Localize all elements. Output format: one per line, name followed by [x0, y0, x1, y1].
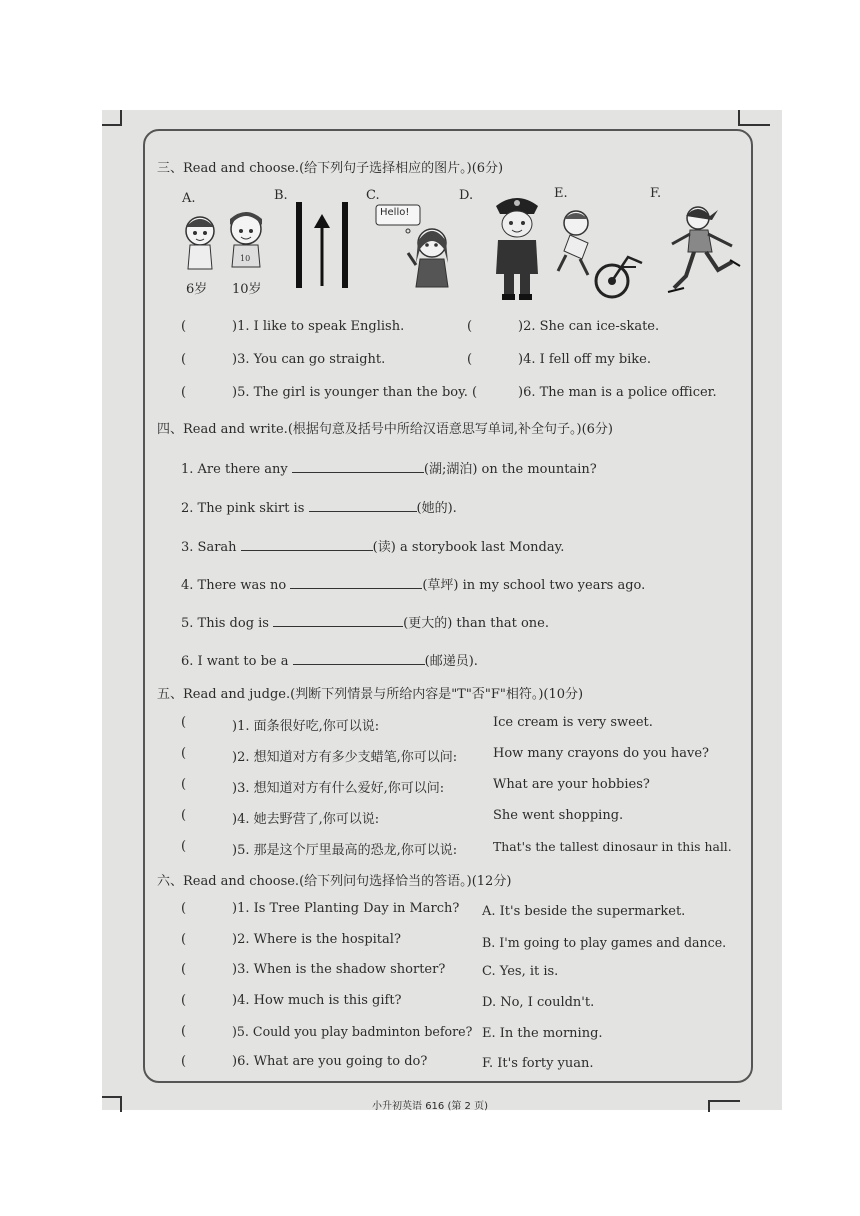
s6-item4-a: D. No, I couldn't.	[482, 995, 595, 1010]
s6-item2-a: B. I'm going to play games and dance.	[482, 935, 727, 950]
s5-item2-paren: (	[181, 746, 187, 761]
s3-item5-paren: (	[181, 385, 187, 400]
s4-item6	[181, 650, 478, 669]
s4-item4-hint: (草坪) in my school two years ago.	[422, 578, 646, 593]
s4-item5-pre: 5. This dog is	[181, 616, 269, 631]
s5-item4-en: She went shopping.	[493, 808, 624, 823]
s4-item5-hint: (更大的) than that one.	[403, 616, 549, 631]
s6-item1-paren: (	[181, 901, 187, 916]
s4-item5	[181, 612, 549, 631]
s4-item1-hint: (湖;湖泊) on the mountain?	[423, 462, 597, 477]
s6-item5-q: )5. Could you play badminton before?	[232, 1024, 473, 1039]
svg-text:10: 10	[240, 254, 251, 263]
s6-item6-paren: (	[181, 1054, 187, 1069]
s4-item1-pre: 1. Are there any	[181, 462, 288, 477]
s3-item1-paren: (	[181, 319, 187, 334]
s6-item5-paren: (	[181, 1024, 187, 1039]
s3-item4-paren: (	[467, 352, 473, 367]
option-c-label: C.	[366, 188, 380, 203]
straight-road-arrow-picture	[290, 198, 354, 290]
s6-item1-a: A. It's beside the supermarket.	[482, 904, 686, 919]
s4-item2-blank[interactable]	[309, 499, 417, 512]
s6-item4-paren: (	[181, 993, 187, 1008]
s5-item5-paren: (	[181, 839, 187, 854]
s6-item3-paren: (	[181, 962, 187, 977]
s4-item4-pre: 4. There was no	[181, 578, 287, 593]
s6-item6-a: F. It's forty yuan.	[482, 1056, 594, 1071]
s3-item4-text: )4. I fell off my bike.	[518, 352, 652, 367]
corner-mark-top-right	[738, 110, 770, 126]
hello-bubble-text: Hello!	[380, 207, 410, 218]
s5-item2-en: How many crayons do you have?	[493, 746, 710, 761]
s3-item2-paren: (	[467, 319, 473, 334]
option-e-label: E.	[554, 186, 568, 201]
section-4-title: 四、Read and write.(根据句意及括号中所给汉语意思写单词,补全句子。)(6分)	[157, 422, 614, 437]
page-footer: 小升初英语 616 (第 2 页)	[372, 1101, 488, 1112]
s4-item6-pre: 6. I want to be a	[181, 654, 289, 669]
girl-ice-skating-picture	[662, 202, 744, 296]
s4-item6-blank[interactable]	[293, 652, 425, 665]
section-5-title: 五、Read and judge.(判断下列情景与所给内容是"T"否"F"相符。)(10分)	[157, 687, 584, 702]
s5-item5-cn: )5. 那是这个厅里最高的恐龙,你可以说:	[232, 843, 458, 858]
s5-item5-en: That's the tallest dinosaur in this hall.	[493, 839, 732, 854]
s3-item6-text: )6. The man is a police officer.	[518, 385, 717, 400]
s3-item2-text: )2. She can ice-skate.	[518, 319, 660, 334]
s4-item1	[181, 458, 597, 477]
s4-item3-hint: (读) a storybook last Monday.	[372, 540, 565, 555]
s4-item3-pre: 3. Sarah	[181, 540, 237, 555]
s5-item3-paren: (	[181, 777, 187, 792]
age-label-6: 6岁	[186, 282, 208, 297]
girl-and-boy-picture	[178, 205, 278, 275]
s4-item2-hint: (她的).	[416, 501, 457, 516]
s6-item2-q: )2. Where is the hospital?	[232, 932, 401, 947]
s3-item1-text: )1. I like to speak English.	[232, 319, 405, 334]
option-a-label: A.	[182, 191, 196, 206]
corner-mark-top-left	[102, 110, 122, 126]
s6-item6-q: )6. What are you going to do?	[232, 1054, 428, 1069]
s3-item3-paren: (	[181, 352, 187, 367]
option-f-label: F.	[650, 186, 662, 201]
s5-item1-paren: (	[181, 715, 187, 730]
s6-item4-q: )4. How much is this gift?	[232, 993, 402, 1008]
section-3-title: 三、Read and choose.(给下列句子选择相应的图片。)(6分)	[157, 161, 504, 176]
s5-item4-paren: (	[181, 808, 187, 823]
s4-item4-blank[interactable]	[290, 576, 422, 589]
s4-item4	[181, 574, 645, 593]
boy-fell-off-bike-picture	[552, 205, 648, 303]
s6-item2-paren: (	[181, 932, 187, 947]
option-d-label: D.	[459, 188, 474, 203]
s3-item5-text: )5. The girl is younger than the boy. (	[232, 385, 478, 400]
police-officer-picture	[488, 190, 546, 302]
s5-item1-cn: )1. 面条很好吃,你可以说:	[232, 719, 380, 734]
s4-item3	[181, 536, 564, 555]
s6-item3-q: )3. When is the shadow shorter?	[232, 962, 446, 977]
s5-item3-cn: )3. 想知道对方有什么爱好,你可以问:	[232, 781, 445, 796]
s5-item3-en: What are your hobbies?	[493, 777, 650, 792]
age-label-10: 10岁	[232, 282, 262, 297]
s6-item5-a: E. In the morning.	[482, 1026, 603, 1041]
s5-item2-cn: )2. 想知道对方有多少支蜡笔,你可以问:	[232, 750, 458, 765]
section-6-title: 六、Read and choose.(给下列问句选择恰当的答语。)(12分)	[157, 874, 512, 889]
s6-item3-a: C. Yes, it is.	[482, 964, 559, 979]
s4-item3-blank[interactable]	[241, 538, 373, 551]
s5-item1-en: Ice cream is very sweet.	[493, 715, 653, 730]
s4-item2-pre: 2. The pink skirt is	[181, 501, 305, 516]
s4-item2	[181, 497, 457, 516]
s4-item6-hint: (邮递员).	[424, 654, 478, 669]
s4-item1-blank[interactable]	[292, 460, 424, 473]
s3-item3-text: )3. You can go straight.	[232, 352, 386, 367]
s4-item5-blank[interactable]	[273, 614, 403, 627]
option-b-label: B.	[274, 188, 288, 203]
s5-item4-cn: )4. 她去野营了,你可以说:	[232, 812, 380, 827]
s6-item1-q: )1. Is Tree Planting Day in March?	[232, 901, 460, 916]
